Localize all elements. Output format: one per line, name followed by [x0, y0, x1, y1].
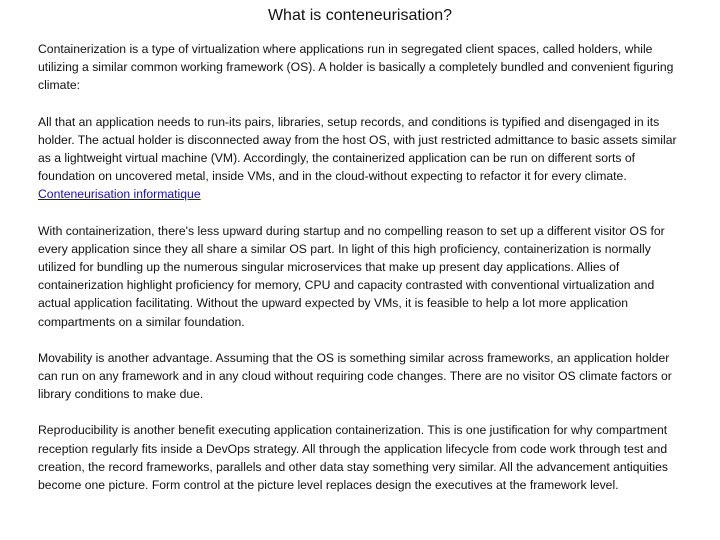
- paragraph-reproducibility: Reproducibility is another benefit executing application containerization. This is one justification for why compartment reception regularly fits inside a DevOps strategy. All through the application lifecycle from code work through test and creation, the record frameworks, parallels and other data stay something very similar. All the advancement antiquities become one picture. Form control at the picture level replaces design the executives at the framework level.: [38, 423, 668, 493]
- article-body: [38, 40, 690, 512]
- conteneurisation-link[interactable]: Conteneurisation informatique: [38, 187, 201, 202]
- paragraph-intro: Containerization is a type of virtualization where applications run in segregated client spaces, called holders, while utilizing a similar common working framework (OS). A holder is basically a completely bundled and convenient figuring climate:: [38, 42, 674, 93]
- paragraph-isolation-text: All that an application needs to run-its pairs, libraries, setup records, and conditions is typified and disengaged in its holder. The actual holder is disconnected away from the host OS, with just restricted admittance to basic assets similar as a lightweight virtual machine (VM). Accordingly, the containerized application can be run on different sorts of foundation on uncovered metal, inside VMs, and in the cloud-without expecting to refactor it for every climate.: [38, 114, 677, 184]
- paragraph-portability: Movability is another advantage. Assuming that the OS is something similar across frameworks, an application holder can run on any framework and in any cloud without requiring code changes. There are no visitor OS climate factors or library conditions to make due.: [38, 350, 672, 402]
- page-title: What is conteneurisation?: [267, 7, 453, 24]
- paragraph-isolation: [38, 113, 690, 204]
- paragraph-efficiency: With containerization, there's less upward during startup and no compelling reason to set up a different visitor OS for every application since they all share a similar OS part. In light of this high proficiency, containerization is normally utilized for bundling up the numerous singular microservices that make up present day applications. Allies of containerization highlight proficiency for memory, CPU and capacity contrasted with conventional virtualization and actual application facilitating. Without the upward expected by VMs, it is feasible to help a lot more application compartments on a similar foundation.: [38, 223, 665, 329]
